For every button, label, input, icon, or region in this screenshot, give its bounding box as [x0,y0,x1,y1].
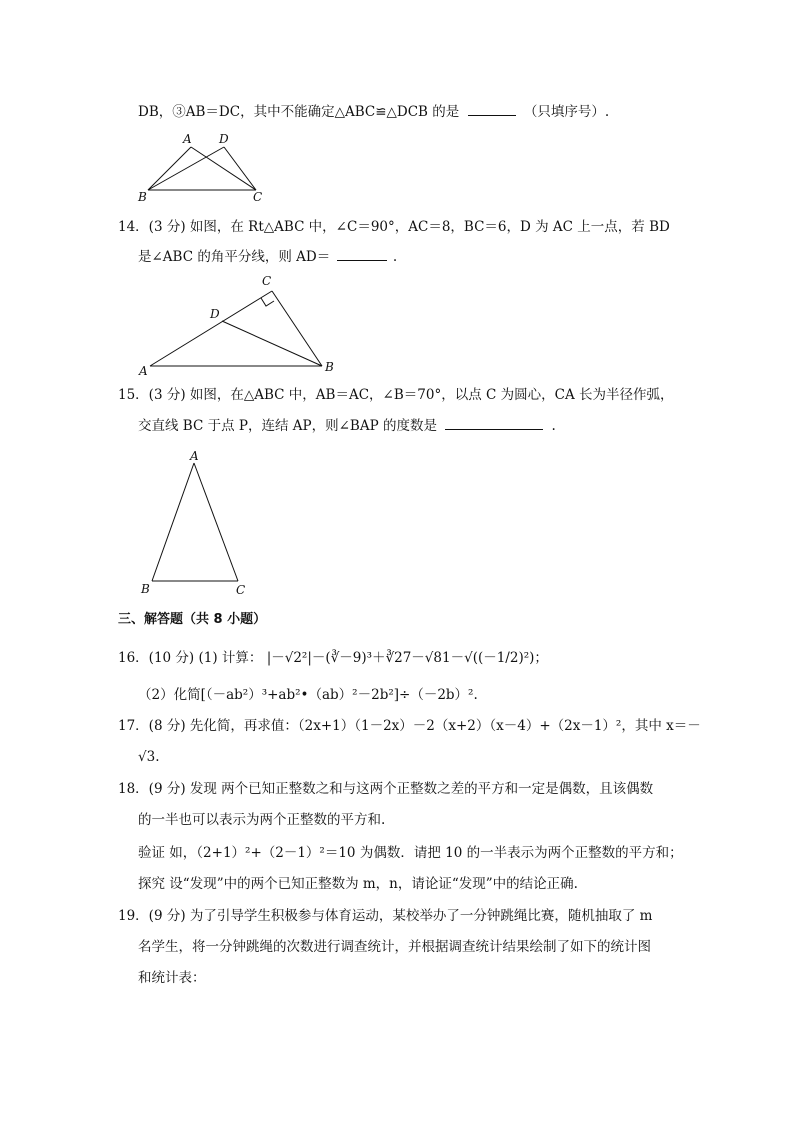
label-b: B [325,360,334,374]
label-d: D [219,132,229,146]
q19-line3: 和统计表： [138,970,206,986]
label-c: C [236,583,246,597]
label-a: A [139,364,148,378]
q14-line1: 14．(3 分) 如图，在 Rt△ABC 中，∠C＝90°，AC＝8，BC＝6，D 为 AC 上一点，若 BD [118,219,670,235]
q18-line3: 验证 如，（2+1）²+（2－1）²＝10 为偶数．请把 10 的一半表示为两个正整数的平方和； [138,845,683,861]
label-a: A [183,132,192,146]
label-b: B [138,190,147,204]
q17-line1: 17．(8 分) 先化简，再求值：（2x+1）（1－2x）－2（x+2）（x－4）+（2x－1）²，其中 x＝－ [118,718,701,734]
q14-line2: 是∠ABC 的角平分线，则 AD＝ . [138,249,398,265]
q16-line1: 16．(10 分) (1) 计算： |－√2²|－(∛－9)³＋∛27－√81－√((－1/2)²)； [118,650,548,666]
label-d: D [210,307,220,321]
label-a: A [190,449,199,463]
q15-line1: 15．(3 分) 如图，在△ABC 中，AB＝AC，∠B＝70°，以点 C 为圆心，CA 长为半径作弧， [118,387,674,403]
q15-line2: 交直线 BC 于点 P，连结 AP，则∠BAP 的度数是 . [138,418,556,434]
section-title: 三、解答题（共 8 小题） [118,612,267,627]
q16-expression: |－√2²|－(∛－9)³＋∛27－√81－√((－1/2)²)； [266,650,548,666]
q13-line1: DB，③AB＝DC，其中不能确定△ABC≌△DCB 的是 （只填序号）. [138,104,610,120]
label-b: B [141,582,150,596]
q19-line1: 19．(9 分) 为了引导学生积极参与体育运动，某校举办了一分钟跳绳比赛，随机抽取了 m [118,908,653,924]
label-c: C [262,274,272,288]
q19-line2: 名学生，将一分钟跳绳的次数进行调查统计，并根据调查统计结果绘制了如下的统计图 [138,939,651,955]
q18-line1: 18．(9 分) 发现 两个已知正整数之和与这两个正整数之差的平方和一定是偶数，且该偶数 [118,781,654,797]
label-c: C [253,190,263,204]
q18-line2: 的一半也可以表示为两个正整数的平方和. [138,812,386,828]
q18-line4: 探究 设“发现”中的两个已知正整数为 m，n，请论证“发现”中的结论正确. [138,876,578,892]
q16-line2: （2）化简[（－ab²）³+ab²•（ab）²－2b²]÷（－2b）². [138,687,478,703]
q17-line2: √3. [138,749,160,765]
